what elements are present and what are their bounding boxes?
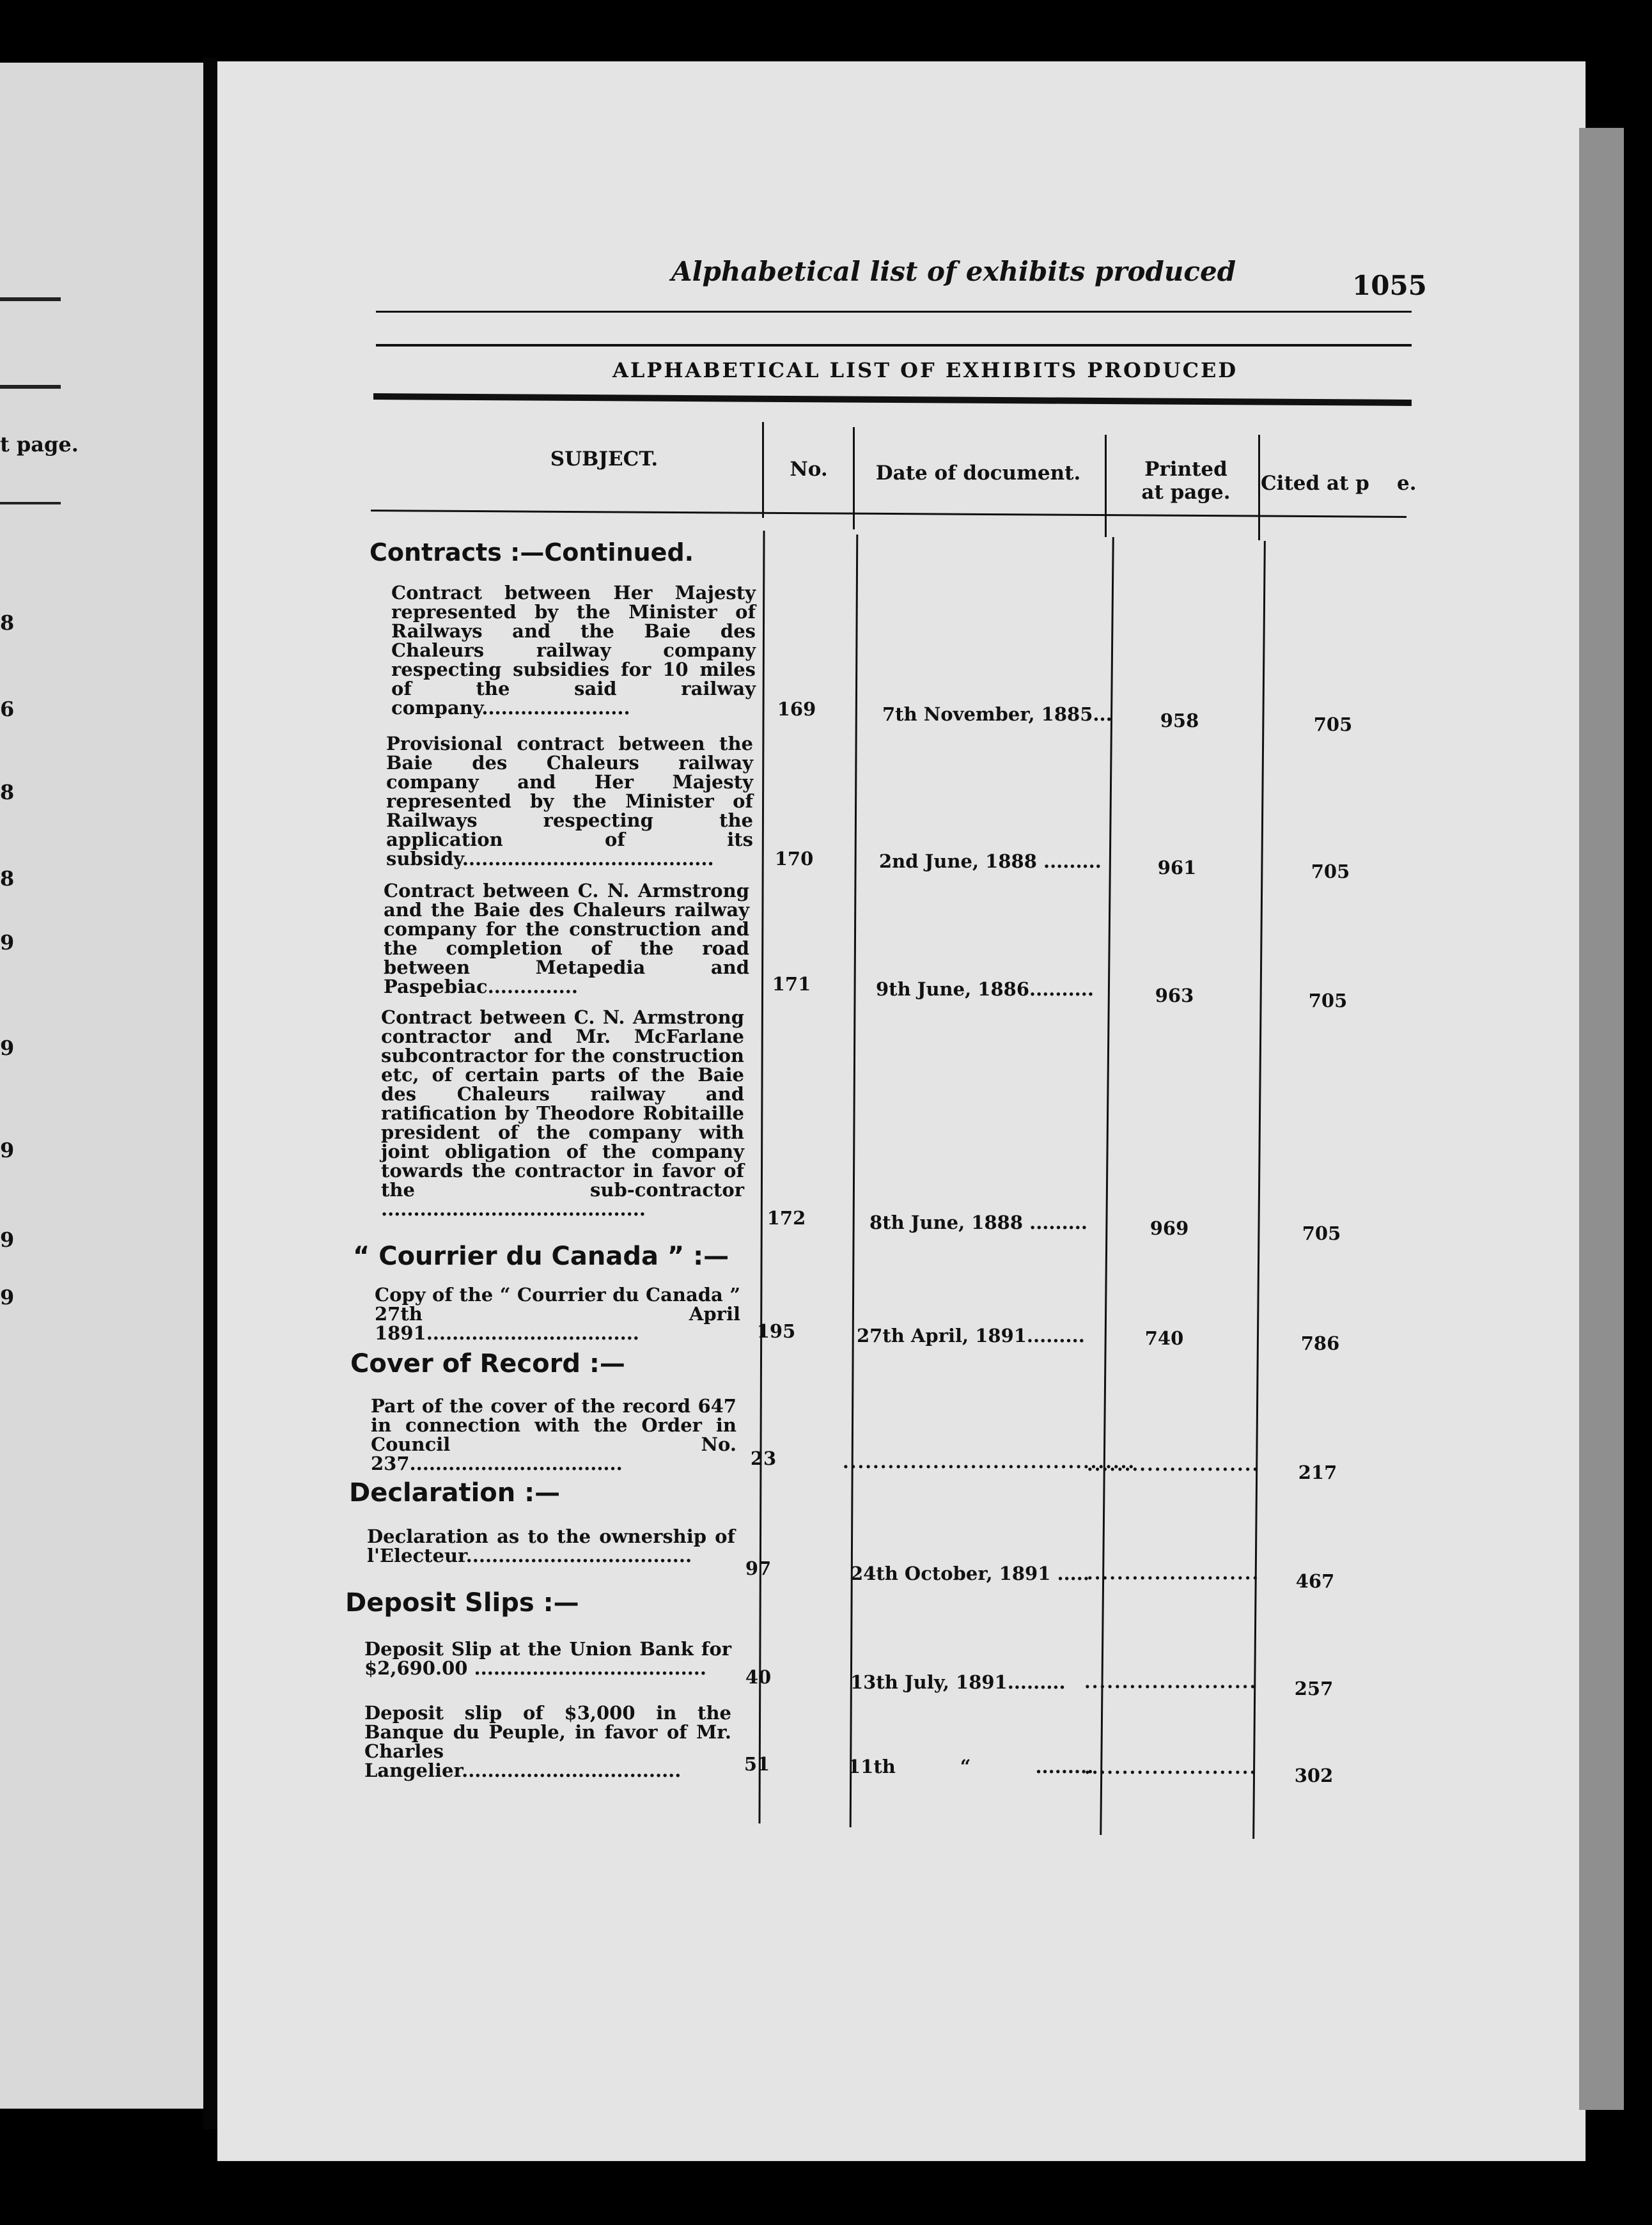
entry-cited: 705	[1313, 714, 1353, 735]
facing-page-rule	[0, 297, 61, 301]
entry-printed: 740	[1144, 1327, 1184, 1349]
facing-page-digit: 6	[0, 697, 15, 721]
column-header-no: No.	[790, 458, 828, 481]
running-head: Alphabetical list of exhibits produced	[671, 256, 1236, 287]
entry-printed-leader: .......................	[1087, 1563, 1260, 1584]
entry-cited: 217	[1298, 1462, 1337, 1483]
page-number: 1055	[1352, 270, 1427, 301]
entry-printed: 969	[1149, 1217, 1189, 1239]
column-divider	[762, 422, 764, 518]
column-header-cited: Cited at p e.	[1261, 472, 1417, 495]
entry-cited: 786	[1300, 1332, 1340, 1354]
entry-cited: 467	[1295, 1570, 1335, 1592]
facing-page-header-fragment: t page.	[0, 432, 79, 457]
entry-date: 13th July, 1891.........	[850, 1671, 1066, 1693]
facing-page-digit: 8	[0, 611, 15, 635]
entry-no: 195	[756, 1320, 796, 1342]
section-heading: Deposit Slips :—	[345, 1588, 579, 1618]
header-rule	[376, 311, 1412, 313]
facing-page	[0, 63, 203, 2109]
entry-subject: Provisional contract between the Baie des Chaleurs railway company and Her Majesty represented by the Minister of Railways respecting the application of its subsidy.......................................	[386, 733, 753, 870]
entry-date: 9th June, 1886..........	[876, 978, 1094, 1000]
entry-cited: 257	[1294, 1678, 1334, 1699]
section-heading: Cover of Record :—	[350, 1349, 625, 1378]
entry-no: 170	[774, 848, 814, 870]
column-header-printed-line2: at page.	[1141, 481, 1231, 504]
entry-printed-leader: .......................	[1084, 1757, 1258, 1778]
entry-no: 51	[744, 1753, 770, 1775]
entry-subject: Copy of the “ Courrier du Canada ” 27th April 1891.................................	[375, 1284, 740, 1344]
facing-page-digit: 8	[0, 866, 15, 891]
book-gutter	[203, 58, 217, 2129]
column-divider	[1105, 435, 1107, 537]
facing-page-digit: 8	[0, 780, 15, 804]
section-heading: Contracts :—Continued.	[370, 538, 694, 566]
column-header-date: Date of document.	[875, 462, 1081, 485]
entry-no: 97	[745, 1558, 772, 1579]
entry-date-leader: .......................................	[843, 1451, 1136, 1472]
entry-printed-leader: .......................	[1084, 1671, 1258, 1692]
facing-page-rule	[0, 385, 61, 389]
entry-date: 8th June, 1888 .........	[869, 1212, 1087, 1233]
section-heading: “ Courrier du Canada ” :—	[353, 1242, 729, 1271]
facing-page-digit: 9	[0, 1138, 15, 1162]
facing-page-digit: 9	[0, 1285, 15, 1309]
entry-printed: 961	[1157, 857, 1197, 878]
column-divider	[1258, 435, 1260, 540]
entry-date: 27th April, 1891.........	[857, 1325, 1085, 1347]
section-heading: Declaration :—	[349, 1478, 561, 1508]
entry-date: 11th “ .........	[848, 1756, 1094, 1777]
column-header-printed	[1112, 458, 1259, 504]
facing-page-digit: 9	[0, 930, 15, 955]
column-header-printed-line1: Printed	[1144, 458, 1227, 481]
entry-no: 171	[772, 973, 811, 995]
entry-subject: Contract between Her Majesty represented by the Minister of Railways and the Baie des Chaleurs railway company respecting subsidies for 10 miles of the said railway company.......................	[391, 582, 756, 719]
entry-subject: Declaration as to the ownership of l'Electeur...................................	[367, 1526, 735, 1566]
entry-date: 2nd June, 1888 .........	[879, 850, 1102, 872]
entry-cited: 302	[1294, 1765, 1334, 1786]
entry-subject: Part of the cover of the record 647 in connection with the Order in Council No. 237.................................	[371, 1395, 736, 1474]
entry-no: 23	[750, 1448, 777, 1469]
entry-cited: 705	[1311, 861, 1350, 882]
facing-page-rule	[0, 502, 61, 504]
entry-cited: 705	[1302, 1222, 1341, 1244]
page-edge	[1579, 128, 1624, 2110]
entry-no: 40	[745, 1666, 772, 1688]
entry-subject: Deposit slip of $3,000 in the Banque du Peuple, in favor of Mr. Charles Langelier..................................	[364, 1702, 731, 1781]
entry-no: 172	[767, 1207, 806, 1229]
entry-printed: 963	[1155, 985, 1194, 1006]
header-rule	[376, 344, 1412, 347]
entry-printed: 958	[1160, 710, 1199, 731]
entry-subject: Contract between C. N. Armstrong contractor and Mr. McFarlane subcontractor for the construction etc, of certain parts of the Baie des Chaleurs railway and ratification by Theodore Robitaille president of the company with joint obligation of the company towards the contractor in favor of the sub-contractor .........................................	[381, 1006, 744, 1220]
entry-date: 24th October, 1891 .....	[850, 1563, 1089, 1584]
entry-cited: 705	[1308, 990, 1348, 1011]
facing-page-digit: 9	[0, 1228, 15, 1252]
entry-no: 169	[777, 698, 816, 720]
facing-page-digit: 9	[0, 1036, 15, 1060]
column-divider	[853, 427, 855, 529]
table-title: ALPHABETICAL LIST OF EXHIBITS PRODUCED	[612, 358, 1238, 382]
entry-date: 7th November, 1885...	[882, 703, 1112, 725]
entry-printed-leader: .......................	[1087, 1454, 1260, 1475]
entry-subject: Contract between C. N. Armstrong and the Baie des Chaleurs railway company for the construction and the completion of the road between Metapedia and Paspebiac..............	[384, 880, 749, 997]
entry-subject: Deposit Slip at the Union Bank for $2,690.00 ....................................	[364, 1638, 731, 1679]
column-header-subject: SUBJECT.	[550, 448, 658, 471]
